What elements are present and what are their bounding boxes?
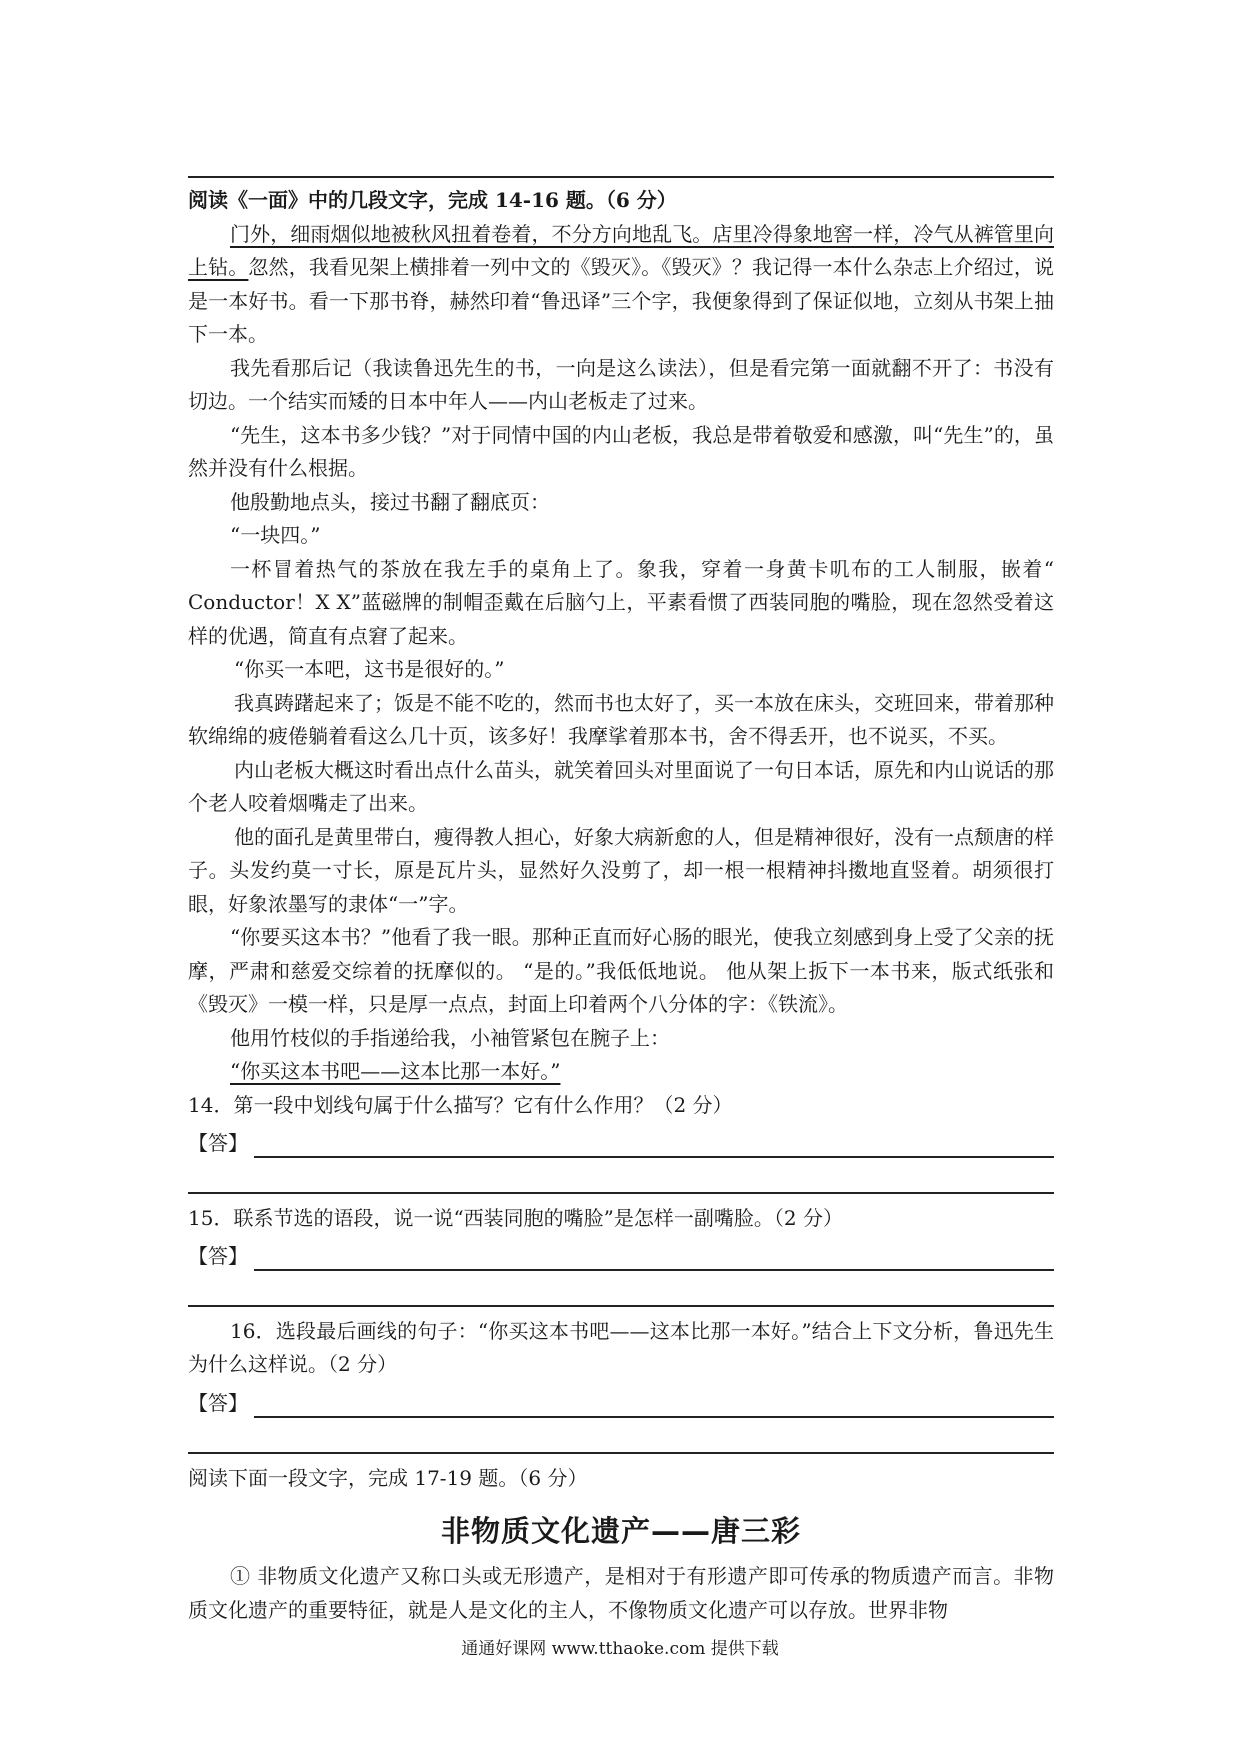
top-rule — [188, 176, 1054, 178]
passage-paragraph-11: “你要买这本书？”他看了我一眼。那种正直而好心肠的眼光，使我立刻感到身上受了父亲的抚摩，严肃和慈爱交综着的抚摩似的。 “是的。”我低低地说。 他从架上扳下一本书来，版式纸张和《毁灭》一模一样，只是厚一点点，封面上印着两个八分体的字：《铁流》。 — [188, 925, 1054, 1016]
answer-line-extra[interactable] — [188, 1418, 1054, 1454]
paragraph-1-rest: 忽然，我看见架上横排着一列中文的《毁灭》。《毁灭》？我记得一本什么杂志上介绍过，说是一本好书。看一下那书脊，赫然印着“鲁迅译”三个字，我便象得到了保证似地，立刻从书架上抽下一本。 — [188, 255, 1055, 346]
passage-paragraph-9: 内山老板大概这时看出点什么苗头，就笑着回头对里面说了一句日本话，原先和内山说话的那个老人咬着烟嘴走了出来。 — [188, 757, 1054, 815]
answer-label: 【答】 — [188, 1390, 248, 1415]
answer-label: 【答】 — [188, 1130, 248, 1155]
question-15: 15．联系节选的语段，说一说“西装同胞的嘴脸”是怎样一副嘴脸。（2 分） — [188, 1205, 843, 1230]
exam-page — [188, 176, 1054, 1627]
passage-paragraph-2: 我先看那后记（我读鲁迅先生的书，一向是这么读法），但是看完第一面就翻不开了：书没有切边。一个结实而矮的日本中年人——内山老板走了过来。 — [188, 355, 1054, 413]
passage-paragraph-6: 一杯冒着热气的茶放在我左手的桌角上了。象我，穿着一身黄卡叽布的工人制服，嵌着“ Conductor！X X”蓝磁牌的制帽歪戴在后脑勺上，平素看惯了西装同胞的嘴脸，现在忽然受着这样的优遇，简直有点窘了起来。 — [188, 556, 1054, 648]
passage-paragraph-1 — [188, 218, 1054, 352]
passage-paragraph-13 — [188, 1055, 1054, 1089]
section1-instruction: 阅读《一面》中的几段文字，完成 14-16 题。（6 分） — [188, 188, 677, 212]
answer-line-extra[interactable] — [188, 1158, 1054, 1194]
passage-paragraph-5: “一块四。” — [230, 523, 321, 547]
answer-row-14 — [188, 1122, 1054, 1158]
underlined-sentence-2: “你买这本书吧——这本比那一本好。” — [230, 1059, 561, 1083]
passage-paragraph-8: 我真踌躇起来了；饭是不能不吃的，然而书也太好了，买一本放在床头，交班回来，带着那种软绵绵的疲倦躺着看这么几十页，该多好！我摩挲着那本书，舍不得丢开，也不说买，不买。 — [188, 690, 1054, 748]
underlined-sentence-1: 门外，细雨烟似地被秋风扭着卷着，不分方向地乱飞。店里冷得象地窖一样，冷气从裤管里向上钻。 — [188, 221, 1054, 279]
answer-row-15 — [188, 1235, 1054, 1271]
answer-row-16 — [188, 1382, 1054, 1418]
answer-line[interactable] — [254, 1130, 1054, 1158]
passage-paragraph-12: 他用竹枝似的手指递给我，小袖管紧包在腕子上： — [230, 1025, 670, 1050]
passage-paragraph-7: “你买一本吧，这书是很好的。” — [234, 657, 505, 681]
passage-paragraph-3: “先生，这本书多少钱？”对于同情中国的内山老板，我总是带着敬爱和感激，叫“先生”的，虽然并没有什么根据。 — [188, 422, 1054, 480]
question-14: 14．第一段中划线句属于什么描写？它有什么作用？（2 分） — [188, 1092, 733, 1117]
answer-line[interactable] — [254, 1243, 1054, 1271]
answer-line[interactable] — [254, 1390, 1054, 1418]
question-16: 16．选段最后画线的句子：“你买这本书吧——这本比那一本好。”结合上下文分析，鲁迅先生为什么这样说。（2 分） — [188, 1318, 1054, 1376]
passage-paragraph-4: 他殷勤地点头，接过书翻了翻底页： — [230, 489, 550, 514]
article-title: 非物质文化遗产——唐三彩 — [440, 1514, 801, 1548]
page-footer: 通通好课网 www.tthaoke.com 提供下载 — [461, 1639, 779, 1659]
answer-line-extra[interactable] — [188, 1271, 1054, 1307]
section2-instruction: 阅读下面一段文字，完成 17-19 题。（6 分） — [188, 1465, 588, 1490]
passage-paragraph-10: 他的面孔是黄里带白，瘦得教人担心，好象大病新愈的人，但是精神很好，没有一点颓唐的样子。头发约莫一寸长，原是瓦片头，显然好久没剪了，却一根一根精神抖擞地直竖着。胡须很打眼，好象浓墨写的隶体“一”字。 — [188, 824, 1054, 916]
article-paragraph-1: ① 非物质文化遗产又称口头或无形遗产，是相对于有形遗产即可传承的物质遗产而言。非物质文化遗产的重要特征，就是人是文化的主人，不像物质文化遗产可以存放。世界非物 — [188, 1564, 1054, 1622]
answer-label: 【答】 — [188, 1243, 248, 1268]
